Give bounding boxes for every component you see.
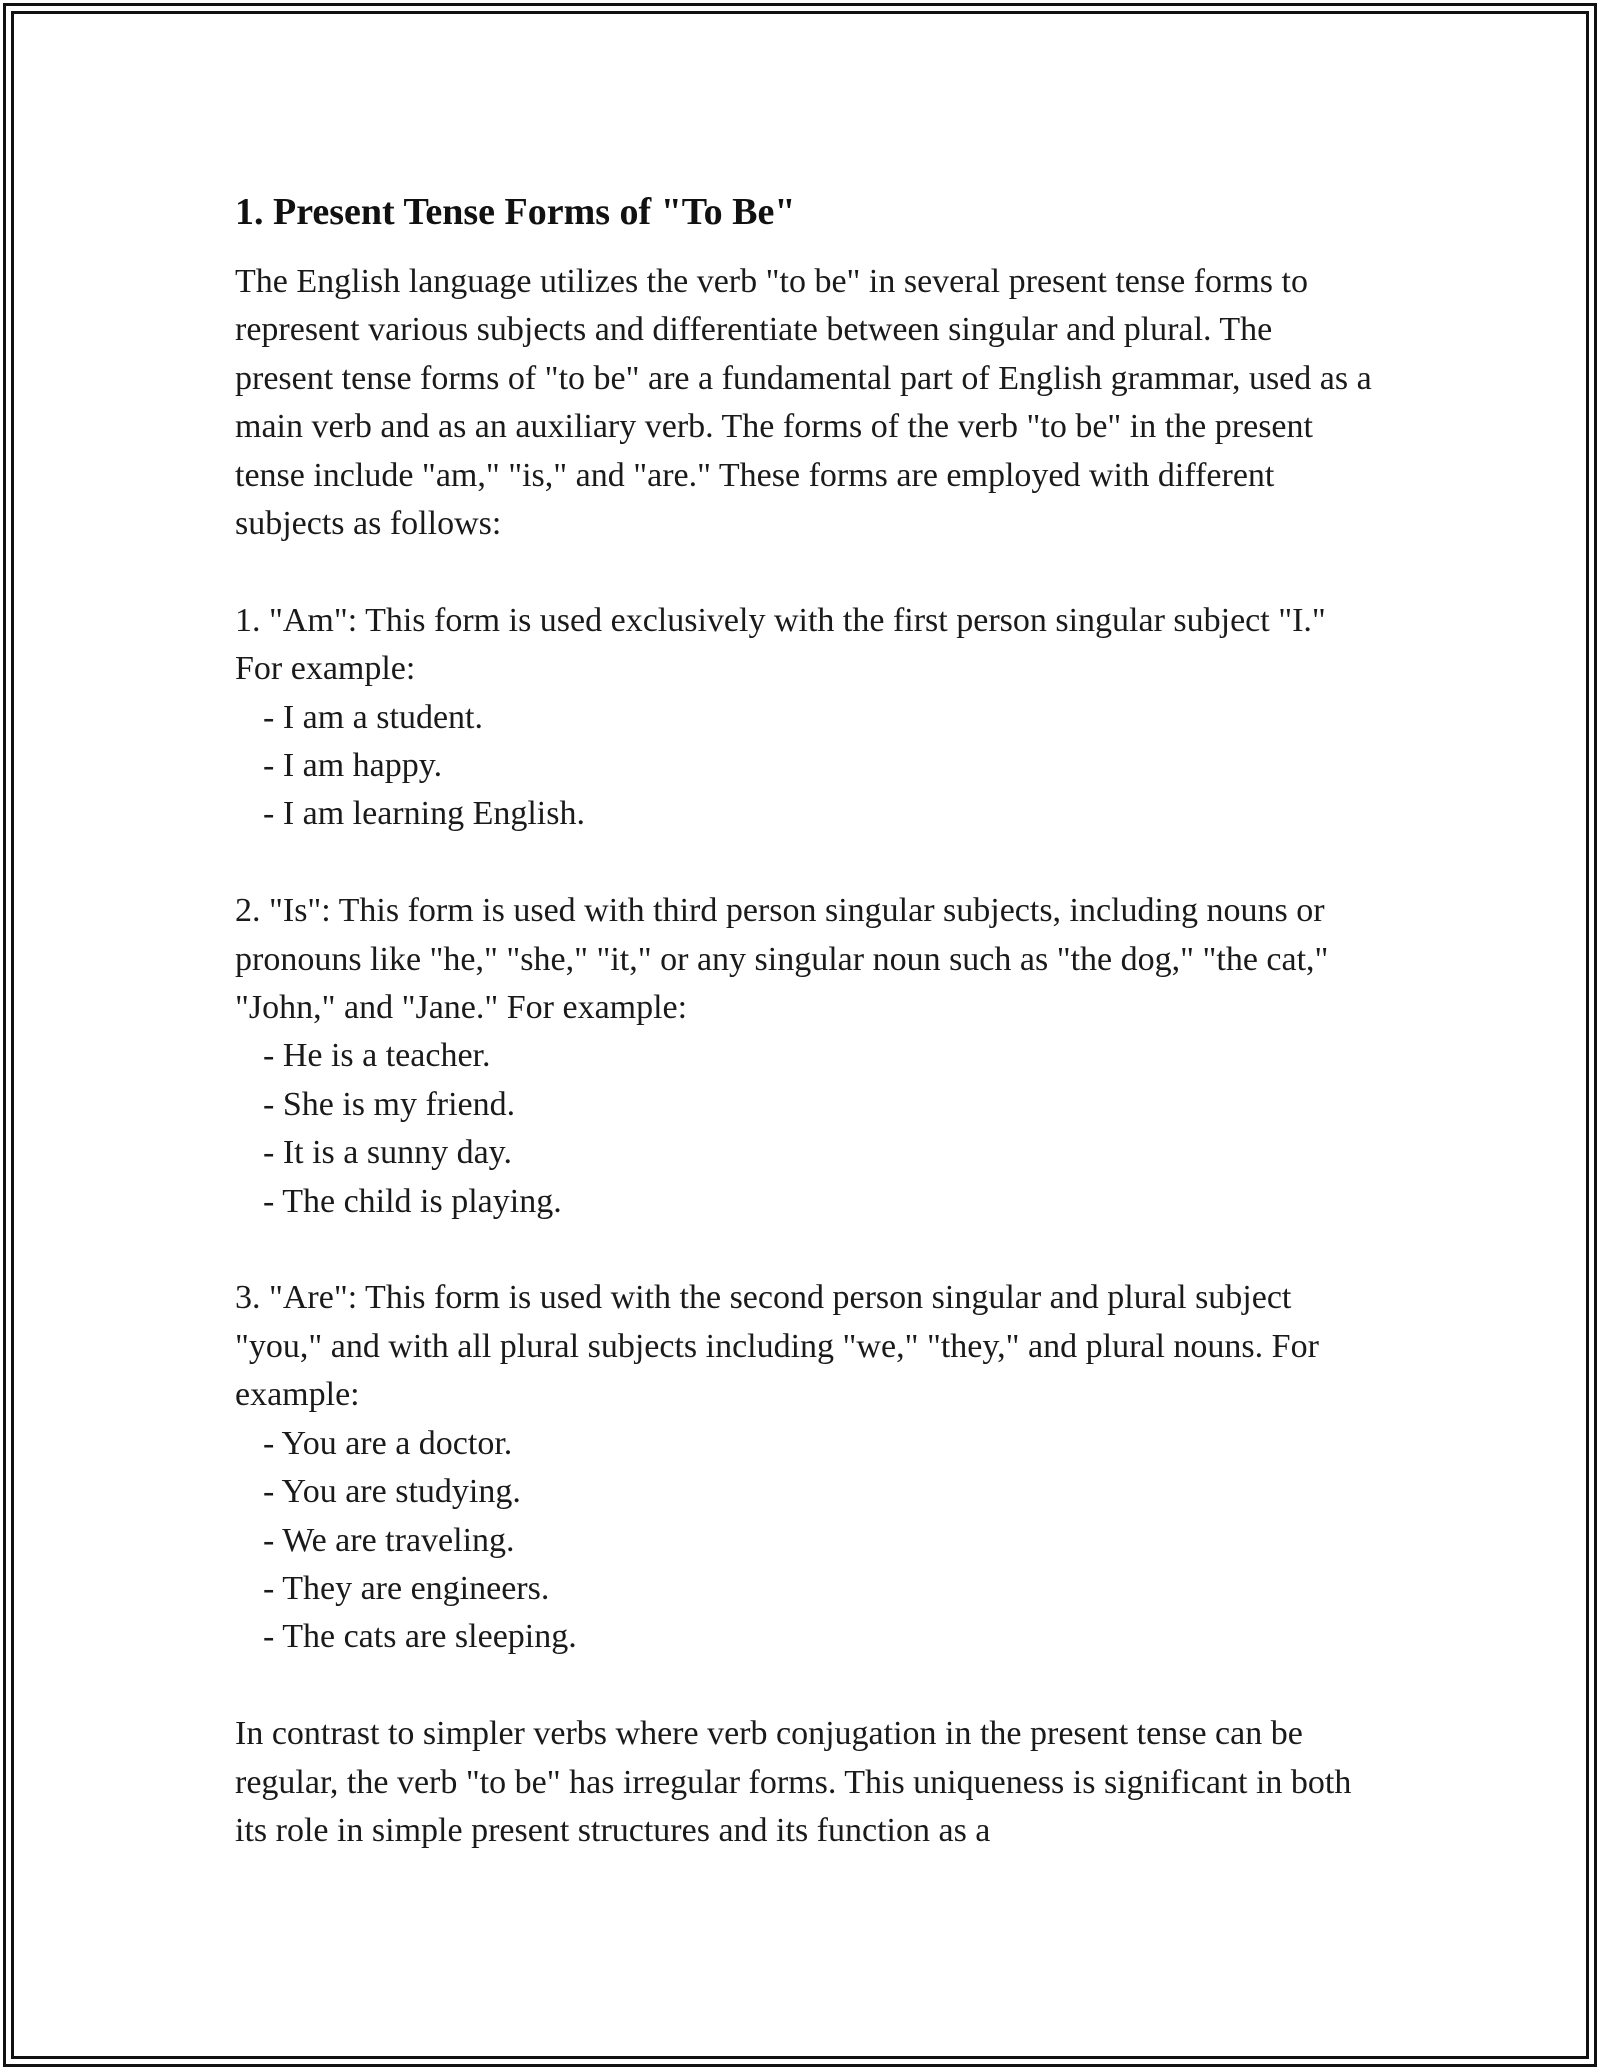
example-item: - I am learning English. xyxy=(263,795,585,833)
intro-paragraph: The English language utilizes the verb "to be" in several present tense forms to represent various subjects and differentiate between singular and plural. The present tense forms of "to be" are a fundamental part of English grammar, used as a main verb and as an auxiliary verb. The forms of the verb "to be" in the present tense include "am," "is," and "are." These forms are employed with different subjects as follows: xyxy=(235,263,1372,543)
form-description: 2. "Is": This form is used with third person singular subjects, including nouns or pronouns like "he," "she," "it," or any singular noun such as "the dog," "the cat," "John," and "Jane." For example: xyxy=(235,892,1329,1027)
form-description: 1. "Am": This form is used exclusively with the first person singular subject "I." For example: xyxy=(235,601,1326,688)
example-item: - You are studying. xyxy=(263,1473,521,1511)
example-item: - It is a sunny day. xyxy=(263,1134,512,1172)
document-body xyxy=(235,186,1375,1855)
form-section-am xyxy=(235,597,1375,839)
form-section-are xyxy=(235,1274,1375,1661)
example-item: - He is a teacher. xyxy=(263,1037,491,1075)
example-item: - The cats are sleeping. xyxy=(263,1618,577,1656)
form-description: 3. "Are": This form is used with the second person singular and plural subject "you," and with all plural subjects including "we," "they," and plural nouns. For example: xyxy=(235,1279,1319,1414)
form-section-is xyxy=(235,887,1375,1226)
example-item: - We are traveling. xyxy=(263,1521,515,1559)
example-item: - The child is playing. xyxy=(263,1182,562,1220)
example-item: - They are engineers. xyxy=(263,1569,550,1607)
closing-paragraph: In contrast to simpler verbs where verb conjugation in the present tense can be regular, the verb "to be" has irregular forms. This uniqueness is significant in both its role in simple present structures and its function as a xyxy=(235,1715,1352,1849)
example-item: - I am a student. xyxy=(263,698,483,736)
section-heading: 1. Present Tense Forms of "To Be" xyxy=(235,191,796,233)
example-item: - She is my friend. xyxy=(263,1085,516,1123)
example-item: - I am happy. xyxy=(263,747,443,785)
example-item: - You are a doctor. xyxy=(263,1424,513,1462)
